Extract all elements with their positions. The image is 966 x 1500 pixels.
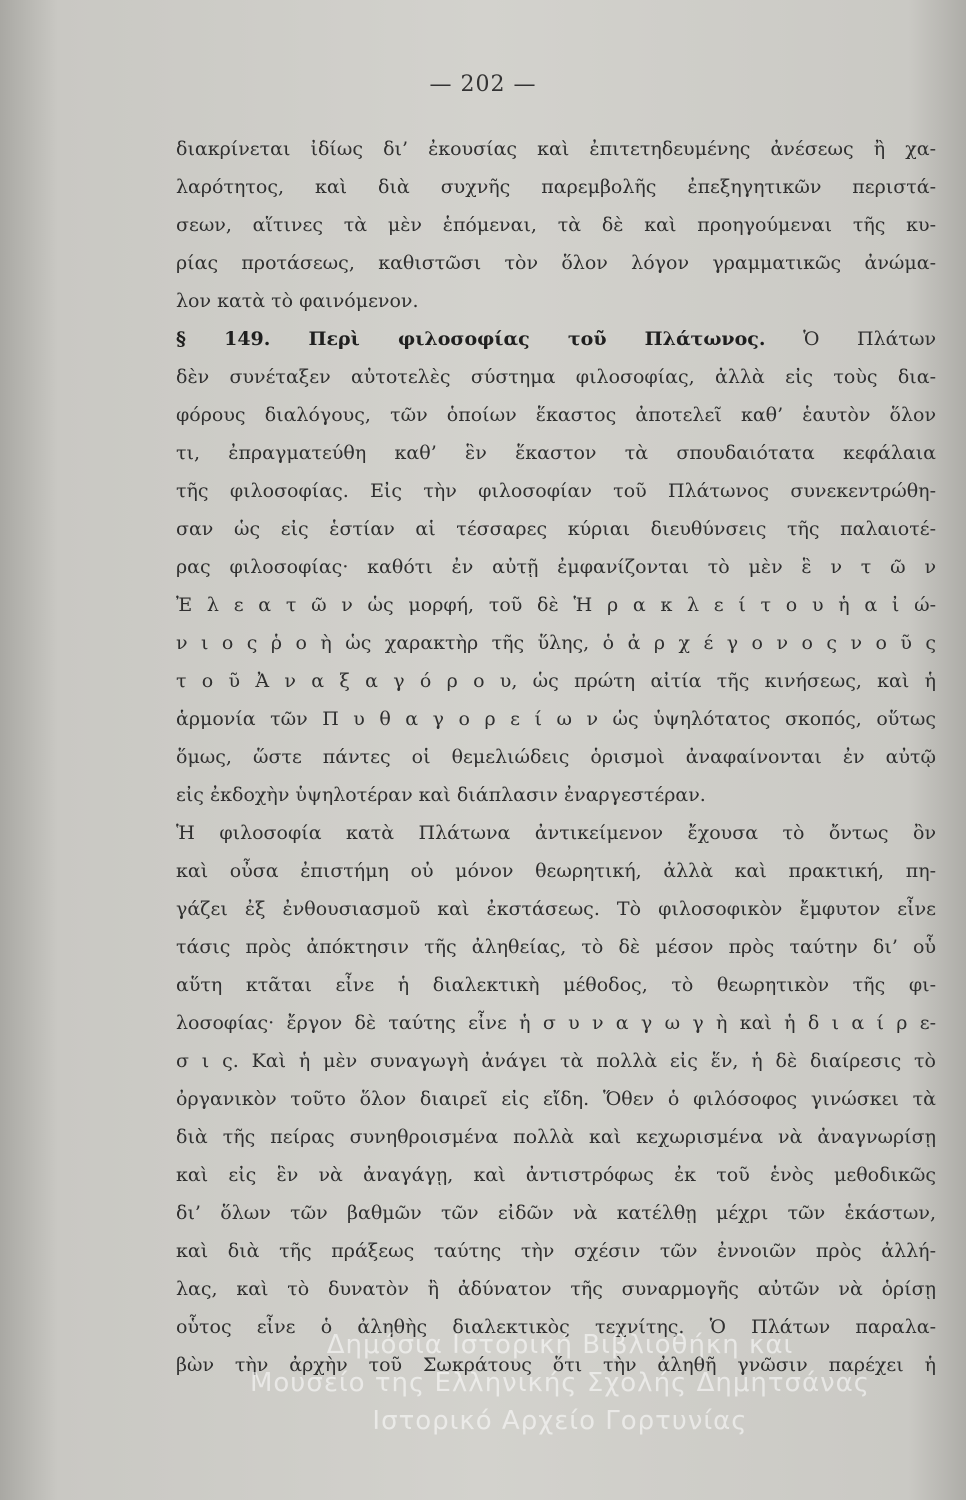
text-line: σ ι ς. Καὶ ἡ μὲν συναγωγὴ ἀνάγει τὰ πολλὰ εἰς ἕν, ἡ δὲ διαίρεσις τὸ (176, 1050, 936, 1072)
text-line: Ἡ φιλοσοφία κατὰ Πλάτωνα ἀντικείμενον ἔχουσα τὸ ὄντως ὂν (176, 822, 936, 844)
text-line: βὼν τὴν ἀρχὴν τοῦ Σωκράτους ὅτι τὴν ἀληθῆ γνῶσιν παρέχει ἡ (176, 1354, 936, 1376)
library-watermark: Δημόσια Ιστορική Βιβλιοθήκη και (326, 1330, 794, 1360)
text-line: ρίας προτάσεως, καθιστῶσι τὸν ὅλον λόγον γραμματικῶς ἀνώμα- (176, 252, 936, 274)
text-line: ρας φιλοσοφίας· καθότι ἐν αὐτῇ ἐμφανίζονται τὸ μὲν ἓ ν τ ῶ ν (176, 556, 936, 578)
text-line: σαν ὡς εἰς ἑστίαν αἱ τέσσαρες κύριαι διευθύνσεις τῆς παλαιοτέ- (176, 518, 936, 540)
library-watermark: Ιστορικό Αρχείο Γορτυνίας (372, 1406, 748, 1436)
text-line: καὶ εἰς ἓν νὰ ἀναγάγῃ, καὶ ἀντιστρόφως ἐκ τοῦ ἑνὸς μεθοδικῶς (176, 1164, 936, 1186)
text-line: οὗτος εἶνε ὁ ἀληθὴς διαλεκτικὸς τεχνίτης. Ὁ Πλάτων παραλα- (176, 1316, 936, 1338)
text-line: φόρους διαλόγους, τῶν ὁποίων ἕκαστος ἀποτελεῖ καθ’ ἑαυτὸν ὅλον (176, 404, 936, 426)
text-line: εἰς ἐκδοχὴν ὑψηλοτέραν καὶ διάπλασιν ἐναργεστέραν. (176, 784, 706, 806)
text-line: τ ο ῦ Ἀ ν α ξ α γ ό ρ ο υ, ὡς πρώτη αἰτία τῆς κινήσεως, καὶ ἡ (176, 670, 936, 692)
text-line: λαρότητος, καὶ διὰ συχνῆς παρεμβολῆς ἐπεξηγητικῶν περιστά- (176, 176, 936, 198)
text-line: ν ι ο ς ῥ ο ὴ ὡς χαρακτὴρ τῆς ὕλης, ὁ ἀ ρ χ έ γ ο ν ο ς ν ο ῦ ς (176, 632, 936, 654)
text-line: λοσοφίας· ἔργον δὲ ταύτης εἶνε ἡ σ υ ν α γ ω γ ὴ καὶ ἡ δ ι α ί ρ ε- (176, 1012, 936, 1034)
text-line: τάσις πρὸς ἀπόκτησιν τῆς ἀληθείας, τὸ δὲ μέσον πρὸς ταύτην δι’ οὗ (176, 936, 936, 958)
text-line: διὰ τῆς πείρας συνηθροισμένα πολλὰ καὶ κεχωρισμένα νὰ ἀναγνωρίσῃ (176, 1126, 936, 1148)
text-line: σεων, αἵτινες τὰ μὲν ἑπόμεναι, τὰ δὲ καὶ προηγούμεναι τῆς κυ- (176, 214, 936, 236)
library-watermark: Μουσείο της Ελληνικής Σχολής Δημητσάνας (249, 1368, 871, 1398)
text-line: γάζει ἐξ ἐνθουσιασμοῦ καὶ ἐκστάσεως. Τὸ φιλοσοφικὸν ἔμφυτον εἶνε (176, 898, 936, 920)
text-line: ἁρμονία τῶν Π υ θ α γ ο ρ ε ί ω ν ὡς ὑψηλότατος σκοπός, οὕτως (176, 708, 936, 730)
text-line: καὶ οὖσα ἐπιστήμη οὐ μόνον θεωρητική, ἀλλὰ καὶ πρακτική, πη- (176, 860, 936, 882)
text-line: ὀργανικὸν τοῦτο ὅλον διαιρεῖ εἰς εἴδη. Ὅθεν ὁ φιλόσοφος γινώσκει τὰ (176, 1088, 936, 1110)
section-heading-line (176, 320, 936, 358)
text-line: τι, ἐπραγματεύθη καθ’ ἓν ἕκαστον τὰ σπουδαιότατα κεφάλαια (176, 442, 936, 464)
page-number: — 202 — (429, 72, 537, 97)
text-line: αὕτη κτᾶται εἶνε ἡ διαλεκτικὴ μέθοδος, τὸ θεωρητικὸν τῆς φι- (176, 974, 936, 996)
text-line: διακρίνεται ἰδίως δι’ ἐκουσίας καὶ ἐπιτετηδευμένης ἀνέσεως ἢ χα- (176, 138, 936, 160)
text-line: καὶ διὰ τῆς πράξεως ταύτης τὴν σχέσιν τῶν ἐννοιῶν πρὸς ἀλλή- (176, 1240, 936, 1262)
text-line: λας, καὶ τὸ δυνατὸν ἢ ἀδύνατον τῆς συναρμογῆς αὐτῶν νὰ ὁρίσῃ (176, 1278, 936, 1300)
section-heading: § 149. Περὶ φιλοσοφίας τοῦ Πλάτωνος. (176, 328, 766, 350)
body-text (176, 130, 936, 1384)
text-line: τῆς φιλοσοφίας. Εἰς τὴν φιλοσοφίαν τοῦ Πλάτωνος συνεκεντρώθη- (176, 480, 936, 502)
text-line: Ἐ λ ε α τ ῶ ν ὡς μορφή, τοῦ δὲ Ἡ ρ α κ λ ε ί τ ο υ ἡ α ἰ ώ- (176, 594, 936, 616)
heading-line-rest: Ὁ Πλάτων (765, 328, 936, 350)
text-line: δι’ ὅλων τῶν βαθμῶν τῶν εἰδῶν νὰ κατέλθῃ μέχρι τῶν ἑκάστων, (176, 1202, 936, 1224)
text-line: δὲν συνέταξεν αὐτοτελὲς σύστημα φιλοσοφίας, ἀλλὰ εἰς τοὺς δια- (176, 366, 936, 388)
text-line: ὅμως, ὥστε πάντες οἱ θεμελιώδεις ὁρισμοὶ ἀναφαίνονται ἐν αὐτῷ (176, 746, 936, 768)
text-line: λον κατὰ τὸ φαινόμενον. (176, 290, 419, 312)
